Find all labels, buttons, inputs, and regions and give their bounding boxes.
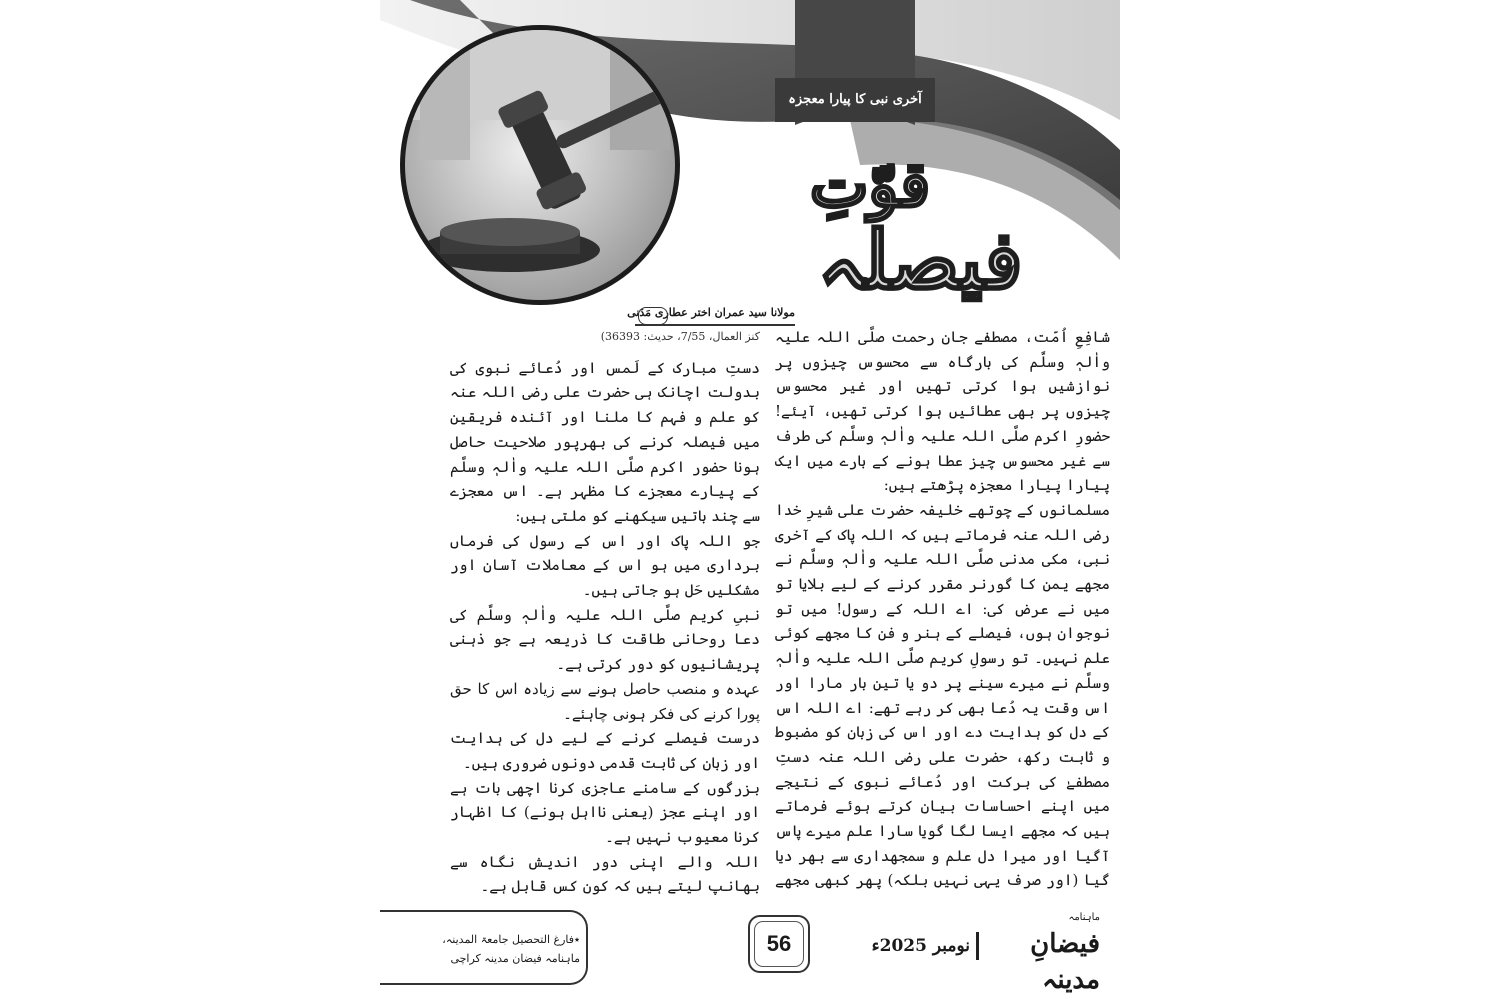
author-name: مولانا سید عمران اختر عطاری مَدَنی bbox=[635, 302, 795, 326]
lesson-point: جو اللہ پاک اور اس کے رسول کی فرماں برداری میں ہو اس کے معاملات آسان اور مشکلیں حَل ہو جاتی ہیں۔ bbox=[450, 531, 760, 600]
article-title-line1: قوّتِ bbox=[809, 148, 931, 221]
paragraph: شافِعِ اُمّت، مصطفٰے جانِ رحمت صلَّی اللہ علیہ واٰلہٖ وسلَّم کی بارگاہ سے محسوس چیزوں پر نوازشیں ہوا کرتی تھیں اور غیر محسوس چیزوں پر بھی عطائیں ہوا کرتی تھیں، آیئے! حضورِ اکرم صلَّی اللہ علیہ واٰلہٖ وسلَّم کی طرف سے غیر محسوس چیز عطا ہونے کے بارے میں ایک پیارا پیارا معجزہ پڑھتے ہیں: bbox=[775, 328, 1110, 495]
page-number: 56 bbox=[766, 931, 792, 956]
lesson-point: درست فیصلے کرنے کے لیے دل کی ہدایت اور زبان کی ثابت قدمی دونوں ضروری ہیں۔ bbox=[450, 729, 760, 772]
article-column-left bbox=[450, 325, 760, 895]
lesson-point: نبیِ کریم صلَّی اللہ علیہ واٰلہٖ وسلَّم کی دعا روحانی طاقت کا ذریعہ ہے جو ذہنی پریشانیوں کو دور کرتی ہے۔ bbox=[450, 605, 760, 674]
page-number-badge bbox=[748, 915, 810, 973]
lesson-point: عہدہ و منصب حاصل ہونے سے زیادہ اس کا حق پورا کرنے کی فکر ہونی چاہئے۔ bbox=[450, 679, 760, 723]
series-label: آخری نبی کا پیارا معجزہ bbox=[775, 78, 935, 122]
author-badge-icon bbox=[638, 307, 668, 325]
article-column-right bbox=[775, 325, 1110, 895]
issue-date: نومبر 2025ء bbox=[860, 932, 979, 960]
magazine-name: فیضانِ مدینہ bbox=[1030, 929, 1100, 995]
footnote-frame bbox=[380, 910, 590, 985]
reference: کنز العمال، 7/55، حدیث: 36393) bbox=[600, 330, 760, 343]
magazine-page bbox=[380, 0, 1120, 1000]
paragraph: مسلمانوں کے چوتھے خلیفہ حضرت علی شیرِ خدا رضی اللہ عنہ فرماتے ہیں کہ اللہ پاک کے آخری نبی، مکی مدنی صلَّی اللہ علیہ واٰلہٖ وسلَّم نے مجھے یمن کا گورنر مقرر کرنے کے لیے بلایا تو میں نے عرض کی: اے اللہ کے رسول! میں تو نوجوان ہوں، فیصلے کے ہنر و فن کا مجھے کوئی علم نہیں۔ تو رسولِ کریم صلَّی اللہ علیہ واٰلہٖ وسلَّم نے میرے سینے پر دو یا تین بار مارا اور اس وقت یہ دُعا بھی کر رہے تھے: اے اللہ اس کے دل کو ہدایت دے اور اس کی زبان کو مضبوط و ثابت رکھ، حضرت علی رضی اللہ عنہ دستِ مصطفےٰ کی برکت اور دُعائے نبوی کے نتیجے میں اپنے احساسات بیان کرتے ہوئے فرماتے ہیں کہ مجھے ایسا لگا گویا سارا علم میرے پاس آگیا اور میرا دل علم و سمجھداری سے بھر دیا گیا (اور صرف یہی نہیں بلکہ) پھر کبھی مجھے bbox=[775, 500, 1110, 890]
lesson-point: اللہ والے اپنی دور اندیش نگاہ سے بھانپ لیتے ہیں کہ کون کس قابل ہے۔ bbox=[450, 852, 760, 895]
author-footnote: ٭فارغ التحصیل جامعۃ المدینہ، ماہنامہ فیضان مدینہ کراچی bbox=[442, 933, 580, 965]
magazine-prefix: ماہنامہ bbox=[1068, 912, 1100, 923]
page-footer bbox=[380, 900, 1120, 1000]
paragraph: دستِ مبارک کے لَمس اور دُعائے نبوی کی بدولت اچانک ہی حضرت علی رضی اللہ عنہ کو علم و فہم کا ملنا اور آئندہ فریقین میں فیصلہ کرنے کی بھرپور صلاحیت حاصل ہونا حضور اکرم صلَّی اللہ علیہ واٰلہٖ وسلَّم کے پیارے معجزے کا مظہر ہے۔ اس معجزے سے چند باتیں سیکھنے کو ملتی ہیں: bbox=[450, 358, 760, 525]
article-title-line2: فیصلہ bbox=[817, 213, 1023, 307]
lesson-point: بزرگوں کے سامنے عاجزی کرنا اچھی بات ہے اور اپنے عجز (یعنی نااہل ہونے) کا اظہار کرنا معیوب نہیں ہے۔ bbox=[450, 778, 760, 847]
